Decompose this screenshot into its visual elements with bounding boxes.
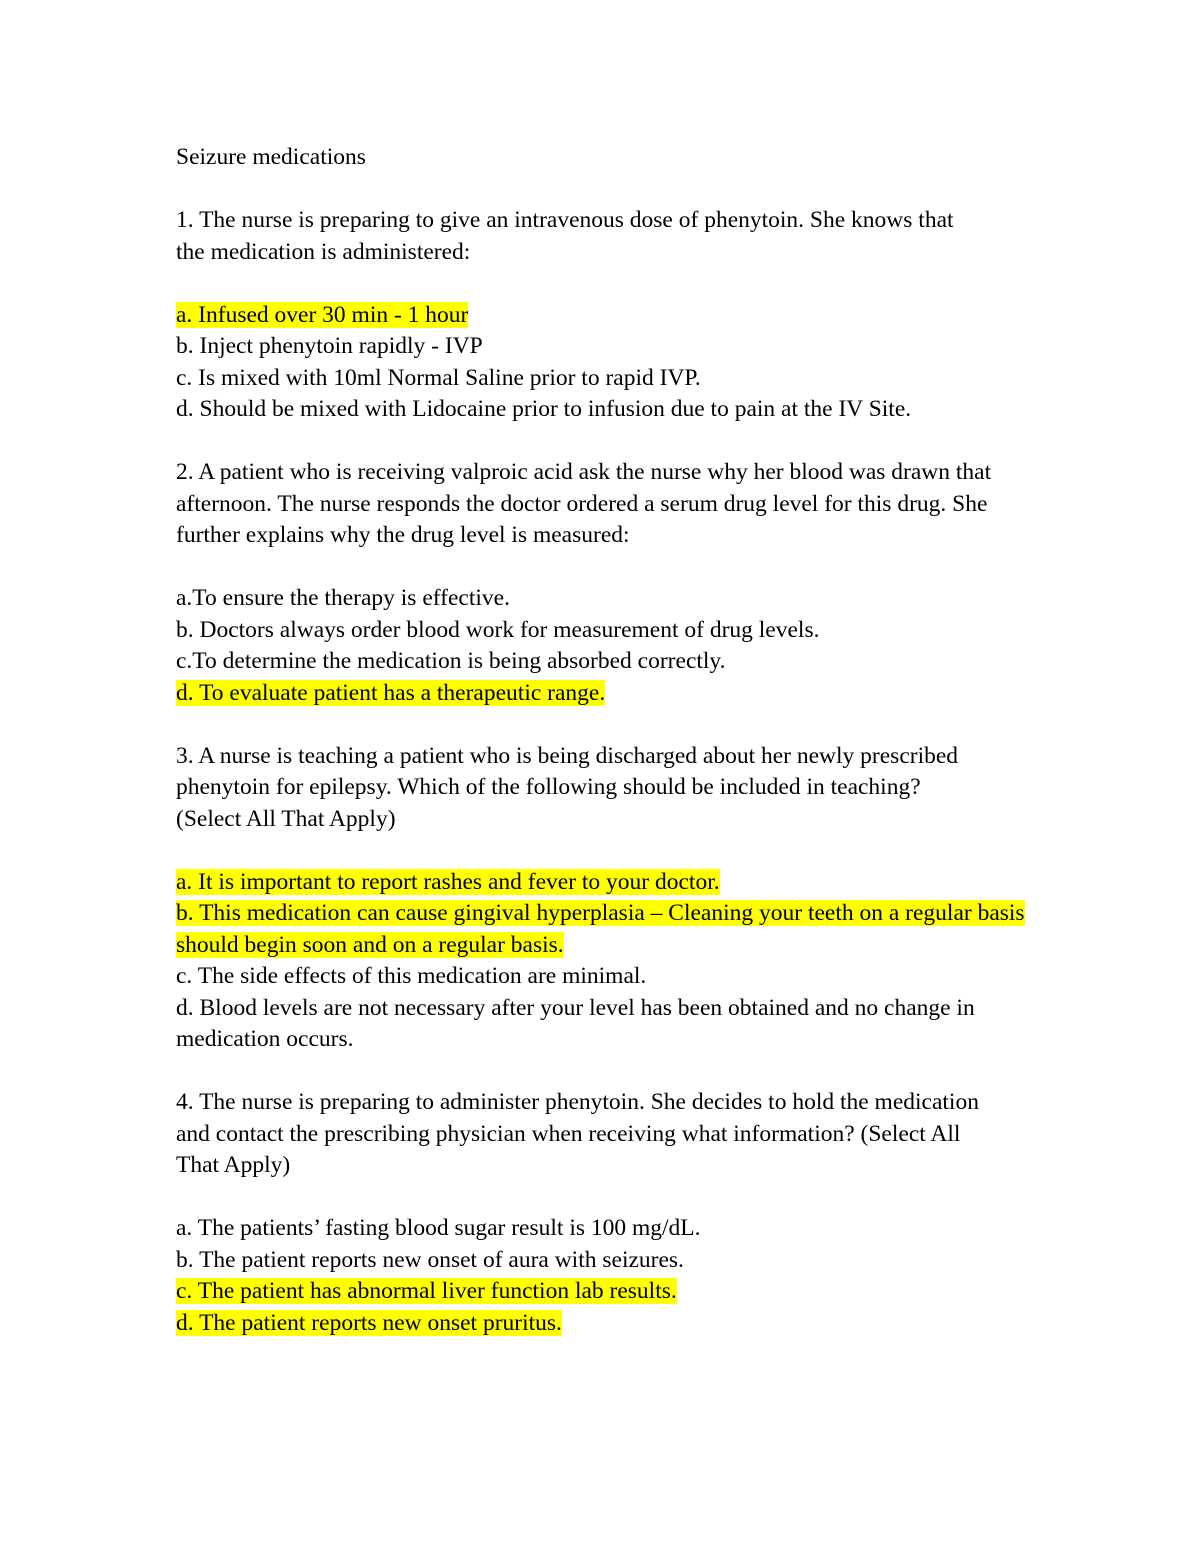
spacer [176, 174, 1036, 206]
question-4-option-b: b. The patient reports new onset of aura with seizures. [176, 1246, 684, 1273]
answer-highlight: c. The patient has abnormal liver function lab results. [176, 1278, 677, 1304]
spacer [176, 1056, 1036, 1088]
question-1-option-a [176, 300, 1036, 332]
document-title: Seizure medications [176, 144, 366, 170]
spacer [176, 1182, 1036, 1214]
spacer [176, 835, 1036, 867]
question-4-option-a: a. The patients’ fasting blood sugar result is 100 mg/dL. [176, 1215, 701, 1241]
question-4-option-c [176, 1276, 1036, 1308]
question-3-option-d: d. Blood levels are not necessary after your level has been obtained and no change in medication occurs. [176, 994, 975, 1052]
document-body [176, 142, 1036, 1339]
spacer [176, 426, 1036, 458]
answer-highlight: b. This medication can cause gingival hyperplasia – Cleaning your teeth on a regular basis should begin soon and on a regular basis. [176, 900, 1025, 958]
question-1-option-b: b. Inject phenytoin rapidly - IVP [176, 333, 483, 359]
answer-highlight: d. The patient reports new onset pruritus. [176, 1309, 562, 1336]
question-2-option-a: a.To ensure the therapy is effective. [176, 585, 510, 611]
answer-highlight: a. Infused over 30 min - 1 hour [176, 301, 469, 328]
question-2-option-d [176, 678, 1036, 710]
question-2-option-c: c.To determine the medication is being absorbed correctly. [176, 648, 726, 674]
question-1-option-c: c. Is mixed with 10ml Normal Saline prior to rapid IVP. [176, 364, 701, 391]
question-3-stem: 3. A nurse is teaching a patient who is being discharged about her newly prescribed phenytoin for epilepsy. Which of the following should be included in teaching? (Select All That Apply) [176, 742, 959, 832]
spacer [176, 709, 1036, 741]
spacer [176, 552, 1036, 584]
question-3-option-b [176, 898, 1036, 961]
answer-highlight: d. To evaluate patient has a therapeutic range. [176, 679, 606, 706]
question-4-stem: 4. The nurse is preparing to administer phenytoin. She decides to hold the medication and contact the prescribing physician when receiving what information? (Select All That Apply) [176, 1089, 979, 1178]
question-3-option-c: c. The side effects of this medication are minimal. [176, 963, 647, 989]
question-3-option-a [176, 867, 1036, 899]
question-1-stem: 1. The nurse is preparing to give an intravenous dose of phenytoin. She knows that the medication is administered: [176, 207, 954, 265]
spacer [176, 268, 1036, 300]
question-1-option-d: d. Should be mixed with Lidocaine prior to infusion due to pain at the IV Site. [176, 396, 912, 422]
question-2-option-b: b. Doctors always order blood work for measurement of drug levels. [176, 616, 820, 643]
question-2-stem: 2. A patient who is receiving valproic acid ask the nurse why her blood was drawn that afternoon. The nurse responds the doctor ordered a serum drug level for this drug. She further explains why the drug level is measured: [176, 459, 992, 548]
question-4-option-d [176, 1308, 1036, 1340]
answer-highlight: a. It is important to report rashes and fever to your doctor. [176, 868, 720, 895]
